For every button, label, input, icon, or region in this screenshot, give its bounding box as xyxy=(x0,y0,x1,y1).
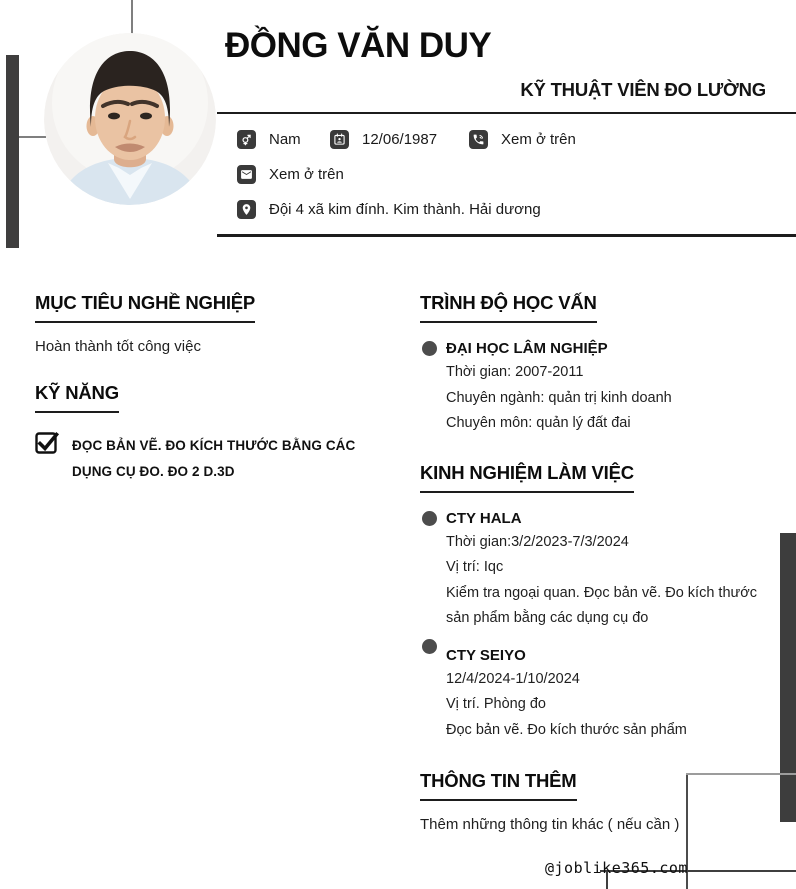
checkbox-checked-icon[interactable] xyxy=(35,432,58,455)
left-column xyxy=(35,255,420,833)
job-title: KỸ THUẬT VIÊN ĐO LƯỜNG xyxy=(520,79,766,100)
watermark-link: @joblike365.com xyxy=(545,859,688,877)
experience-detail: Đọc bản vẽ. Đo kích thước sản phẩm xyxy=(446,721,687,738)
experience-detail: Thời gian:3/2/2023-7/3/2024 xyxy=(446,533,629,550)
company-name: CTY SEIYO xyxy=(446,646,526,664)
phone-icon xyxy=(469,130,488,149)
experience-detail: 12/4/2024-1/10/2024 xyxy=(446,670,580,687)
education-detail: Chuyên môn: quản lý đất đai xyxy=(446,415,631,431)
main-content xyxy=(0,255,796,833)
company-name: CTY HALA xyxy=(446,509,522,527)
calendar-icon xyxy=(330,130,349,149)
contact-address: Đội 4 xã kim đính. Kim thành. Hải dương xyxy=(237,200,541,219)
experience-detail: Kiểm tra ngoại quan. Đọc bản vẽ. Đo kích thước sản phẩm bằng các dụng cụ đo xyxy=(446,584,757,626)
email-icon xyxy=(237,165,256,184)
skill-label: ĐỌC BẢN VẼ. ĐO KÍCH THƯỚC BẰNG CÁC DỤNG CỤ ĐO. ĐO 2 D.3D xyxy=(72,438,356,479)
skill-item xyxy=(35,430,420,485)
section-heading-education: TRÌNH ĐỘ HỌC VẤN xyxy=(420,292,597,323)
page-title: ĐỒNG VĂN DUY xyxy=(225,26,492,65)
section-heading-additional: THÔNG TIN THÊM xyxy=(420,770,577,801)
divider xyxy=(217,234,796,237)
bullet-dot-icon xyxy=(422,639,437,654)
gender-icon xyxy=(237,130,256,149)
school-name: ĐẠI HỌC LÂM NGHIỆP xyxy=(446,340,608,357)
education-entry xyxy=(420,338,776,437)
education-detail: Thời gian: 2007-2011 xyxy=(446,364,584,380)
contact-email: Xem ở trên xyxy=(237,165,344,184)
education-detail: Chuyên ngành: quản trị kinh doanh xyxy=(446,389,672,406)
contact-dob: 12/06/1987 xyxy=(330,130,469,149)
bullet-dot-icon xyxy=(422,511,437,526)
experience-detail: Vị trí. Phòng đo xyxy=(446,696,546,712)
experience-entry xyxy=(420,645,776,744)
deco-top-line xyxy=(131,0,133,34)
avatar xyxy=(44,33,216,205)
right-column xyxy=(420,255,776,833)
bullet-dot-icon xyxy=(422,341,437,356)
contact-phone: Xem ở trên xyxy=(469,130,576,149)
profile-photo xyxy=(44,33,216,205)
deco-left-connector xyxy=(19,136,46,138)
section-heading-experience: KINH NGHIỆM LÀM VIỆC xyxy=(420,462,634,493)
section-heading-objective: MỤC TIÊU NGHỀ NGHIỆP xyxy=(35,292,255,323)
section-heading-skills: KỸ NĂNG xyxy=(35,382,119,413)
header xyxy=(217,0,796,237)
contact-info xyxy=(217,114,796,219)
contact-gender: Nam xyxy=(237,130,330,149)
objective-text: Hoàn thành tốt công việc xyxy=(35,338,201,355)
deco-left-bar xyxy=(6,55,19,248)
additional-text: Thêm những thông tin khác ( nếu cần ) xyxy=(420,816,680,833)
location-icon xyxy=(237,200,256,219)
experience-entry xyxy=(420,508,776,632)
experience-detail: Vị trí: Iqc xyxy=(446,559,504,575)
